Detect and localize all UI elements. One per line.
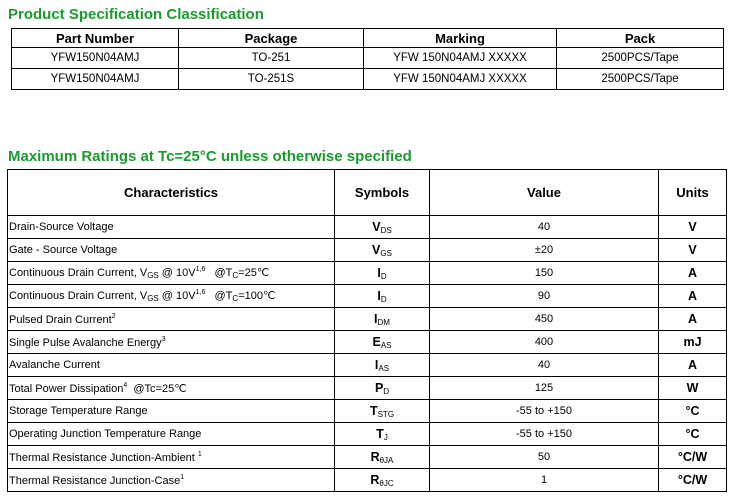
symbol-subscript: STG [377,409,395,419]
symbol-cell [335,469,430,492]
value-cell: 450 [430,308,659,331]
ratings-table [7,169,727,492]
symbol-cell [335,354,430,377]
characteristic-cell [8,285,335,308]
symbol-subscript: D [383,386,390,396]
pack-cell: 2500PCS/Tape [557,48,724,69]
symbol-cell [335,331,430,354]
ratings-heading: Maximum Ratings at Tc=25°C unless otherwise specified [8,148,412,165]
symbol-letter: R [370,449,380,464]
table-row [8,469,727,492]
characteristic-cell [8,377,335,400]
characteristic-text: Operating Junction Temperature Range [9,428,202,440]
unit-cell: V [659,239,727,262]
characteristic-cell [8,331,335,354]
value-cell: 125 [430,377,659,400]
table-row [8,423,727,446]
characteristic-text: @ 10V [158,290,196,302]
symbol-subscript: θJA [379,455,394,465]
characteristic-cell [8,216,335,239]
symbol-cell [335,216,430,239]
symbol-subscript: D [380,271,387,281]
header-value: Value [430,170,659,216]
characteristic-text: Storage Temperature Range [9,405,148,417]
unit-cell: A [659,285,727,308]
characteristic-cell [8,446,335,469]
symbol-cell [335,285,430,308]
classification-header-row [12,29,724,48]
symbol-subscript: AS [378,363,390,373]
unit-cell: mJ [659,331,727,354]
characteristic-text: =25℃ [238,267,270,279]
characteristic-cell [8,469,335,492]
symbol-cell [335,446,430,469]
unit-cell: °C/W [659,469,727,492]
symbol-subscript: J [383,432,388,442]
value-cell: 90 [430,285,659,308]
characteristic-text: @Tc=25℃ [127,382,187,395]
header-part-number: Part Number [12,29,179,48]
symbol-cell [335,423,430,446]
characteristic-text: @ 10V [158,267,196,279]
characteristic-text: Single Pulse Avalanche Energy [9,336,162,349]
footnote-mark: 1 [180,473,185,481]
table-row [8,239,727,262]
characteristic-text: =100℃ [238,290,276,302]
ratings-header-row [8,170,727,216]
header-characteristics: Characteristics [8,170,335,216]
pack-cell: 2500PCS/Tape [557,69,724,90]
characteristic-text: Continuous Drain Current, V [9,290,148,302]
table-row [12,48,724,69]
symbol-letter: V [372,242,381,257]
symbol-letter: I [374,357,379,372]
table-row [8,285,727,308]
characteristic-text: Thermal Resistance Junction-Case [9,474,181,487]
symbol-subscript: AS [380,340,392,350]
characteristic-cell [8,354,335,377]
symbol-cell [335,308,430,331]
symbol-letter: T [369,403,378,418]
marking-cell: YFW 150N04AMJ XXXXX [364,48,557,69]
table-row [8,308,727,331]
symbol-subscript: D [380,294,387,304]
unit-cell: A [659,262,727,285]
header-marking: Marking [364,29,557,48]
characteristic-cell [8,262,335,285]
characteristic-cell [8,308,335,331]
footnote-mark: 1,6 [195,289,206,296]
symbol-cell [335,377,430,400]
table-row [8,216,727,239]
symbol-cell [335,239,430,262]
characteristic-subscript: GS [147,271,159,280]
unit-cell: V [659,216,727,239]
unit-cell: W [659,377,727,400]
table-row [8,354,727,377]
characteristic-subscript: C [232,271,239,280]
header-units: Units [659,170,727,216]
value-cell: 150 [430,262,659,285]
symbol-letter: R [370,472,380,487]
symbol-subscript: DS [380,225,392,235]
characteristic-text: @T [205,267,233,279]
symbol-letter: P [374,380,384,395]
value-cell: ±20 [430,239,659,262]
header-package: Package [179,29,364,48]
characteristic-text: Avalanche Current [9,359,100,371]
value-cell: 40 [430,216,659,239]
characteristic-text: Continuous Drain Current, V [9,267,148,279]
value-cell: 40 [430,354,659,377]
characteristic-text: Gate - Source Voltage [9,244,118,256]
characteristic-text: Total Power Dissipation [9,382,124,395]
value-cell: -55 to +150 [430,400,659,423]
symbol-letter: V [372,219,381,234]
symbol-letter: I [374,311,378,326]
characteristic-text: Pulsed Drain Current [9,313,112,326]
part-number-cell: YFW150N04AMJ [12,69,179,90]
symbol-letter: T [376,426,384,441]
package-cell: TO-251 [179,48,364,69]
unit-cell: °C [659,400,727,423]
value-cell: 50 [430,446,659,469]
characteristic-text: @T [205,290,233,302]
characteristic-text: Drain-Source Voltage [9,221,114,233]
table-row [8,262,727,285]
header-pack: Pack [557,29,724,48]
value-cell: 400 [430,331,659,354]
characteristic-cell [8,239,335,262]
header-symbols: Symbols [335,170,430,216]
value-cell: 1 [430,469,659,492]
table-row [8,400,727,423]
characteristic-cell [8,400,335,423]
table-row [8,377,727,400]
footnote-mark: 1 [197,450,202,458]
classification-heading: Product Specification Classification [8,6,264,23]
symbol-subscript: θJC [379,478,394,488]
table-row [8,446,727,469]
characteristic-subscript: C [232,294,239,303]
marking-cell: YFW 150N04AMJ XXXXX [364,69,557,90]
symbol-letter: I [377,288,381,303]
footnote-mark: 1,6 [195,266,206,273]
classification-table [11,28,724,90]
characteristic-subscript: GS [147,294,159,303]
footnote-mark: 2 [111,312,116,320]
footnote-mark: 4 [123,381,128,389]
package-cell: TO-251S [179,69,364,90]
table-row [12,69,724,90]
unit-cell: °C [659,423,727,446]
symbol-letter: I [377,265,381,280]
footnote-mark: 3 [161,335,166,343]
symbol-letter: E [372,334,381,349]
symbol-subscript: DM [377,317,390,327]
unit-cell: A [659,354,727,377]
symbol-cell [335,262,430,285]
unit-cell: A [659,308,727,331]
unit-cell: °C/W [659,446,727,469]
characteristic-text: Thermal Resistance Junction-Ambient [9,451,198,464]
symbol-cell [335,400,430,423]
characteristic-cell [8,423,335,446]
table-row [8,331,727,354]
symbol-subscript: GS [380,248,392,258]
value-cell: -55 to +150 [430,423,659,446]
part-number-cell: YFW150N04AMJ [12,48,179,69]
